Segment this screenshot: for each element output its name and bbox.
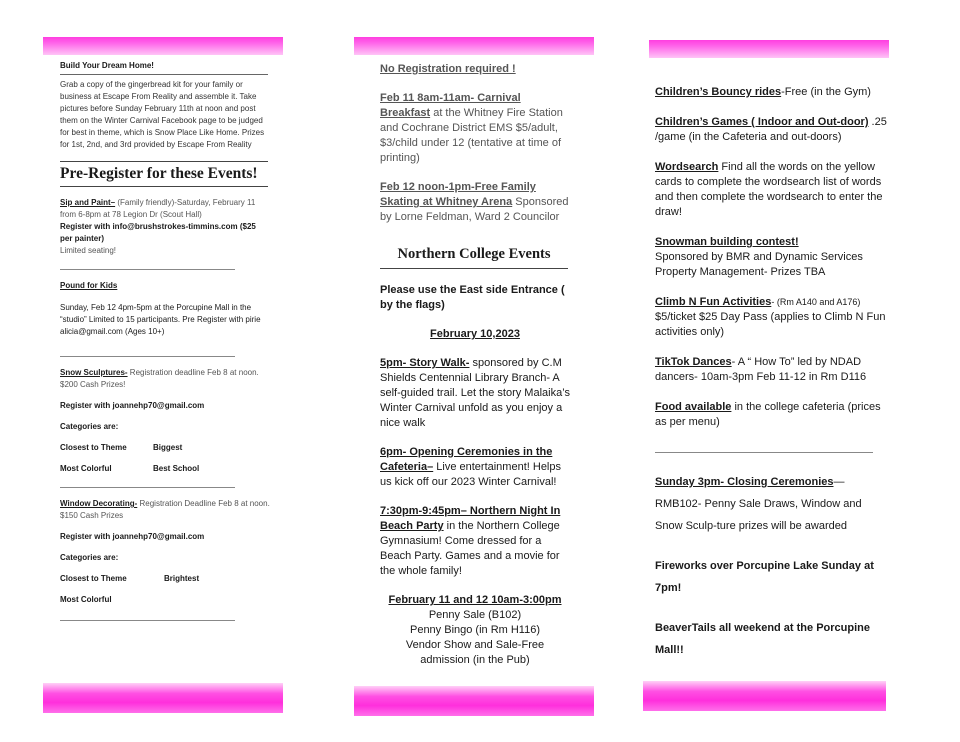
opening-title: 6pm- Opening Ceremonies in the Cafeteria– <box>380 446 553 473</box>
pound-text: Sunday, Feb 12 4pm-5pm at the Porcupine Mall in the “studio” Limited to 15 participants. Pre Register with pirie alicia@gmail.com (Ages 10+) <box>60 303 261 336</box>
snow-category-row <box>60 442 270 454</box>
penny-sale: Penny Sale (B102) <box>428 609 522 621</box>
column-right <box>655 85 890 661</box>
closing-title: Sunday 3pm- Closing Ceremonies <box>655 476 834 488</box>
beavertails: BeaverTails all weekend at the Porcupine Mall!! <box>655 622 870 656</box>
sip-title: Sip and Paint– <box>60 198 116 207</box>
dream-home-title: Build Your Dream Home! <box>60 61 154 70</box>
top-bar-col3 <box>649 40 889 58</box>
snow-sculptures-block <box>60 367 270 475</box>
snow-category-row <box>60 463 270 475</box>
weekend-events <box>380 593 570 668</box>
top-bar-col2 <box>354 37 594 55</box>
wordsearch-text: Find all the words on the yellow cards to complete the wordsearch list of words and then complete the wordsearch to enter the draw! <box>655 161 883 218</box>
date-heading: February 10,2023 <box>430 328 520 340</box>
family-skating <box>380 180 570 225</box>
divider <box>60 620 235 621</box>
window-category-row <box>60 573 270 585</box>
snow-categories: Categories are: <box>60 422 119 431</box>
tiktok-dances <box>655 355 890 385</box>
column-left <box>60 60 270 621</box>
sip-and-paint-block <box>60 197 270 257</box>
food-available <box>655 400 890 430</box>
childrens-games <box>655 115 890 145</box>
window-categories: Categories are: <box>60 553 119 562</box>
snow-cat3: Most Colorful <box>60 464 112 473</box>
column-middle <box>380 62 570 668</box>
snowman-contest <box>655 235 890 280</box>
climb-title: Climb N Fun Activities <box>655 296 772 308</box>
window-cat3: Most Colorful <box>60 595 112 604</box>
window-decorating-block <box>60 498 270 606</box>
games-text: .25 /game (in the Cafeteria and out-doors) <box>655 116 887 143</box>
carnival-breakfast <box>380 91 570 166</box>
closing-ceremonies <box>655 471 890 537</box>
preregister-heading-box <box>60 161 268 187</box>
entrance-note: Please use the East side Entrance ( by the flags) <box>380 284 565 311</box>
climb-rooms: - (Rm A140 and A176) <box>771 297 861 307</box>
skating-title: Feb 12 noon-1pm-Free Family Skating at Whitney Arena <box>380 181 536 208</box>
closing-text: — RMB102- Penny Sale Draws, Window and Snow Sculp-ture prizes will be awarded <box>655 476 862 532</box>
divider <box>60 356 235 357</box>
bottom-bar-col2 <box>354 686 594 716</box>
sip-register: Register with info@brushstrokes-timmins.com ($25 per painter) <box>60 222 256 243</box>
bottom-bar-col3 <box>643 681 886 711</box>
breakfast-title: Feb 11 8am-11am- Carnival Breakfast <box>380 92 521 119</box>
wordsearch-title: Wordsearch <box>655 161 719 173</box>
opening-ceremonies <box>380 445 570 490</box>
fireworks: Fireworks over Porcupine Lake Sunday at 7pm! <box>655 560 874 594</box>
snow-cat4: Best School <box>153 464 200 473</box>
snowman-text: Sponsored by BMR and Dynamic Services Property Management- Prizes TBA <box>655 251 863 278</box>
food-text: in the college cafeteria (prices as per menu) <box>655 401 881 428</box>
window-title: Window Decorating- <box>60 499 138 508</box>
skating-text: Sponsored by Lorne Feldman, Ward 2 Councilor <box>380 196 569 223</box>
story-walk <box>380 356 570 431</box>
window-detail: Registration Deadline Feb 8 at noon. $150 Cash Prizes <box>60 499 270 520</box>
sip-detail: (Family friendly)-Saturday, February 11 from 6-8pm at 78 Legion Dr (Scout Hall) <box>60 198 256 219</box>
window-register: Register with joannehp70@gmail.com <box>60 532 205 541</box>
weekend-title: February 11 and 12 10am-3:00pm <box>388 594 562 606</box>
window-category-row <box>60 594 270 606</box>
story-text: sponsored by C.M Shields Centennial Library Branch- A self-guided trail. Let the story Malaika’s Winter Carnival unfold as you enjoy a nice walk <box>380 357 570 429</box>
bouncy-title: Children’s Bouncy rides <box>655 86 782 98</box>
sip-limited: Limited seating! <box>60 246 117 255</box>
divider <box>60 74 268 75</box>
climb-n-fun <box>655 295 890 340</box>
tiktok-text: - A “ How To” led by NDAD dancers- 10am-3pm Feb 11-12 in Rm D116 <box>655 356 867 383</box>
preregister-heading: Pre-Register for these Events! <box>60 165 258 182</box>
snow-cat2: Biggest <box>153 443 183 452</box>
northern-college-heading-box <box>380 245 568 269</box>
opening-text: Live entertainment! Helps us kick off our 2023 Winter Carnival! <box>380 461 561 488</box>
pound-for-kids-block <box>60 280 270 338</box>
penny-bingo: Penny Bingo (in Rm H116) <box>409 624 541 636</box>
beach-title: 7:30pm-9:45pm– Northern Night In Beach Party <box>380 505 561 532</box>
bouncy-text: -Free (in the Gym) <box>781 86 871 98</box>
snow-register: Register with joannehp70@gmail.com <box>60 401 205 410</box>
beach-text: in the Northern College Gymnasium! Come dressed for a Beach Party. Games and a movie for the whole family! <box>380 520 560 577</box>
bouncy-rides <box>655 85 890 100</box>
window-cat2: Brightest <box>164 574 200 583</box>
dream-home-text: Grab a copy of the gingerbread kit for your family or business at Escape From Reality and assemble it. Take pictures before Sunday February 11th at noon and post them on the Winter Carnival Facebook page to be judged for best in theme, which is Snow Place Like Home. Prizes for 1st, 2nd, and 3rd provided by Escape From Reality <box>60 80 265 149</box>
climb-text: $5/ticket $25 Day Pass (applies to Climb N Fun activities only) <box>655 311 886 338</box>
games-title: Children’s Games ( Indoor and Out-door) <box>655 116 869 128</box>
snowman-title: Snowman building contest! <box>655 236 799 248</box>
story-title: 5pm- Story Walk- <box>380 357 470 369</box>
divider <box>60 487 235 488</box>
breakfast-text: at the Whitney Fire Station and Cochrane District EMS $5/adult, $3/child under 12 (tentative at time of printing) <box>380 107 563 164</box>
snow-title: Snow Sculptures- <box>60 368 128 377</box>
wordsearch <box>655 160 890 220</box>
no-registration-label: No Registration required ! <box>380 63 516 75</box>
snow-cat1: Closest to Theme <box>60 443 127 452</box>
northern-college-heading: Northern College Events <box>397 246 551 262</box>
divider <box>655 452 873 453</box>
pound-title: Pound for Kids <box>60 281 118 290</box>
bottom-bar-col1 <box>43 683 283 713</box>
food-title: Food available <box>655 401 732 413</box>
top-bar-col1 <box>43 37 283 55</box>
snow-detail: Registration deadline Feb 8 at noon. $200 Cash Prizes! <box>60 368 259 389</box>
vendor-show: Vendor Show and Sale-Free admission (in the Pub) <box>405 639 545 666</box>
tiktok-title: TikTok Dances <box>655 356 732 368</box>
window-cat1: Closest to Theme <box>60 574 127 583</box>
beach-party <box>380 504 570 579</box>
divider <box>60 269 235 270</box>
